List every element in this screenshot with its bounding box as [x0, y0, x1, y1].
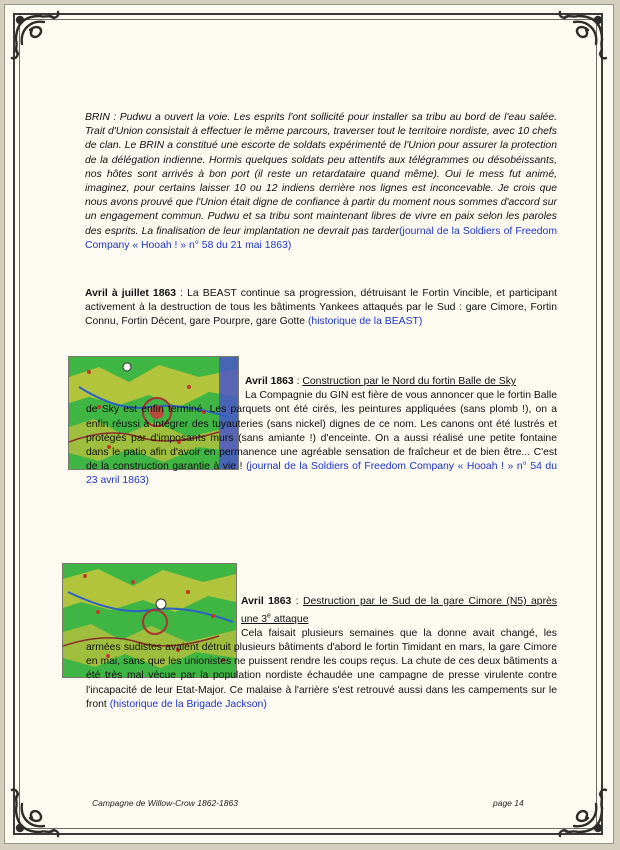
- corner-ornament-icon: [546, 776, 608, 838]
- cimore-title-sup: e: [267, 612, 271, 620]
- cimore-text: Cela faisait plusieurs semaines que la donne avait changé, les armées sudistes avaient détruit plusieurs bâtiments d'abord le fortin Timidant en mars, la gare Cimore en mai, sans que les unionistes ne puissent rendre les coups reçus. La chute de ces deux bâtiments a été très mal vécue par la population nordiste échaudée une campagne de presse virulente contre l'incapacité de leur Etat-Major. Ce malaise à l'arrière s'est retrouvé aussi dans les campements sur le front: [86, 627, 557, 710]
- corner-ornament-icon: [10, 10, 72, 72]
- cimore-title-end: attaque: [270, 613, 309, 625]
- sky-separator: :: [293, 376, 303, 387]
- cimore-separator: :: [291, 596, 303, 607]
- beast-date: Avril à juillet 1863: [85, 288, 177, 299]
- footer-page-number: page 14: [493, 798, 524, 808]
- cimore-source-link[interactable]: (historique de la Brigade Jackson): [109, 698, 267, 710]
- cimore-title-main: Destruction par le Sud de la gare Cimore (N5) après une 3: [241, 596, 558, 625]
- brin-paragraph: [85, 111, 557, 253]
- corner-ornament-icon: [546, 10, 608, 72]
- sky-date: Avril 1863: [245, 376, 294, 387]
- brin-source-link[interactable]: (journal de la Soldiers of Freedom Company « Hooah ! » n° 58 du 21 mai 1863): [85, 225, 557, 251]
- sky-text: La Compagnie du GIN est fière de vous annoncer que le fortin Balle de Sky est enfin terminé. Les parquets ont été cirés, les peintures appliquées (sans plomb !), on a enfin réussi à intégrer des tuyauteries (sans nickel) dignes de ce nom. Les canons ont été lustrés et protégés par d'imposants murs (sans amiante !) d'enceinte. On a aussi réalisé une petite fontaine dans le patio afin d'avoir en permanence une agréable sensation de fraîcheur et de bien être... C'est de la construction garantie à vie !: [86, 390, 557, 473]
- brin-text: BRIN : Pudwu a ouvert la voie. Les esprits l'ont sollicité pour installer sa tribu au bord de l'eau salée. Trait d'Union consistait à effectuer le même parcours, traverser tout le territoire nordiste, avec 10 chefs de clan. Le BRIN a constitué une escorte de soldats expérimenté de l'Union pour assurer la protection de la délégation indienne. Hormis quelques soldats peu attentifs aux télégrammes ou désobéissants, nos hôtes sont arrivés à bon port (il reste un retardataire quand même). Oui le mess fut animé, imaginez, pour certains laisser 10 ou 12 indiens derrière nos lignes est inconcevable. Je crois que nous avons prouvé que l'Union était digne de confiance à partir du moment nous sommes d'accord sur un engagement commun. Pudwu et sa tribu sont maintenant libres de vivre en paix selon les paroles des esprits. La finalisation de leur implantation ne devrait pas tarder: [85, 112, 557, 237]
- balle-de-sky-paragraph: [86, 375, 557, 489]
- gare-cimore-paragraph: [86, 595, 557, 712]
- beast-source-link[interactable]: (historique de la BEAST): [307, 316, 423, 328]
- beast-text: : La BEAST continue sa progression, détruisant le Fortin Vincible, et participant activement à la destruction de tous les bâtiments Yankees attaqués par le Sud : gare Cimore, Fortin Connu, Fortin Décent, gare Pourpre, gare Gotte: [85, 288, 557, 328]
- cimore-date: Avril 1863: [241, 596, 292, 607]
- footer-campaign-title: Campagne de Willow-Crow 1862-1863: [92, 798, 238, 808]
- corner-ornament-icon: [10, 776, 72, 838]
- beast-paragraph: [85, 287, 557, 330]
- sky-title: Construction par le Nord du fortin Balle de Sky: [302, 376, 517, 387]
- sky-source-link[interactable]: (journal de la Soldiers of Freedom Company « Hooah ! » n° 54 du 23 avril 1863): [86, 461, 557, 487]
